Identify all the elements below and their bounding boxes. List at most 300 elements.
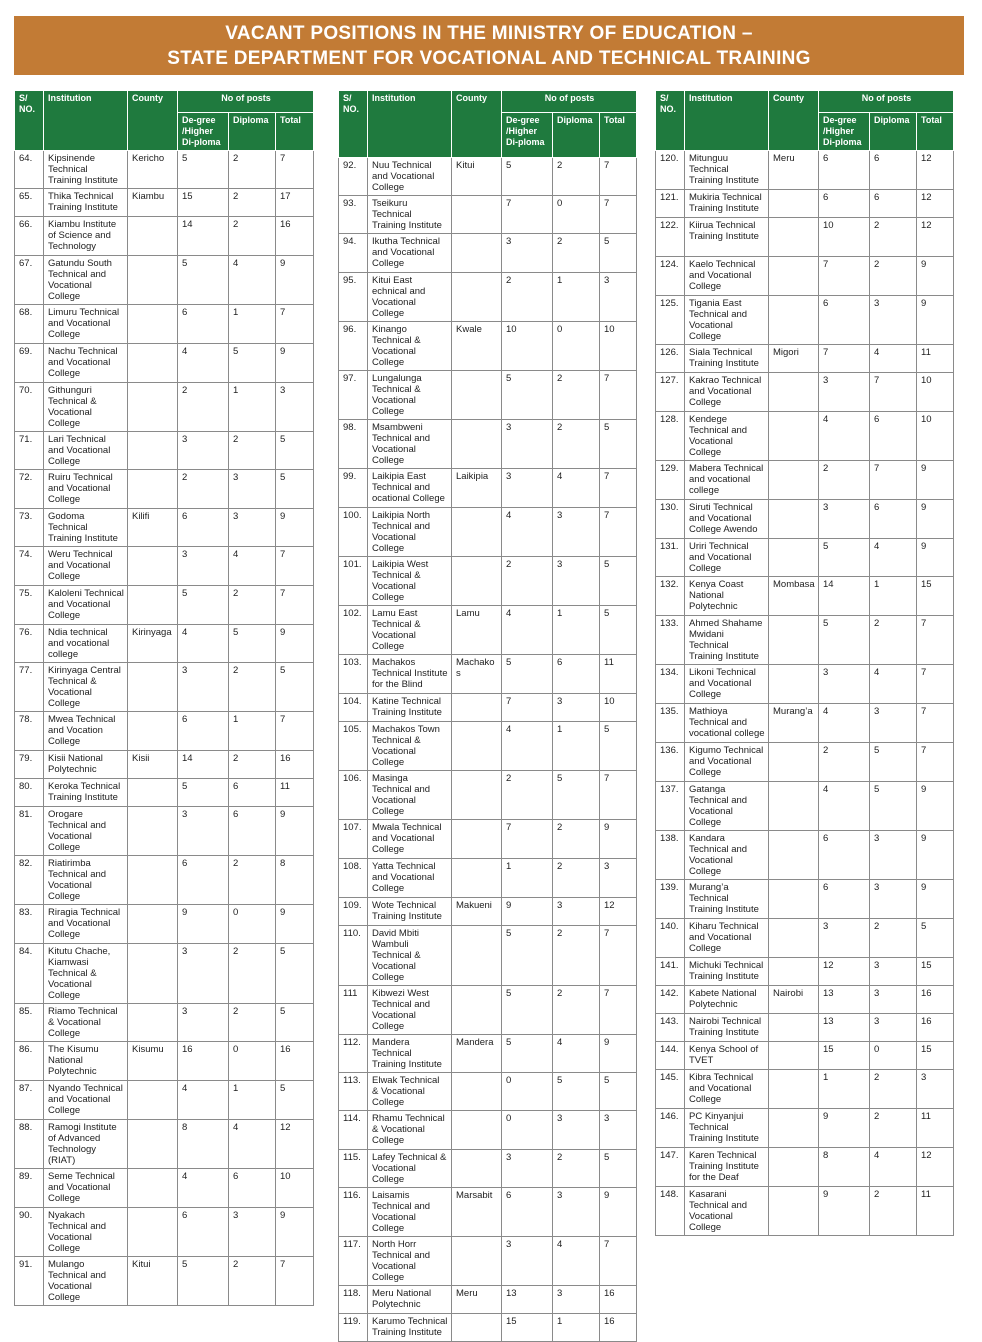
diploma-posts: 2 — [229, 751, 276, 779]
total-posts: 10 — [917, 412, 954, 461]
table-row — [656, 218, 954, 257]
total-posts: 16 — [917, 986, 954, 1014]
row-number: 69. — [15, 344, 44, 383]
total-posts: 16 — [276, 751, 314, 779]
row-number: 100. — [339, 508, 368, 557]
county-name — [769, 782, 819, 831]
table-row — [656, 782, 954, 831]
row-number: 111 — [339, 986, 368, 1035]
header-sno: S/ NO. — [656, 91, 685, 151]
degree-posts: 4 — [502, 508, 553, 557]
table-row — [15, 383, 314, 432]
county-name — [452, 508, 502, 557]
total-posts: 12 — [917, 1148, 954, 1187]
degree-posts: 9 — [819, 1109, 870, 1148]
row-number: 79. — [15, 751, 44, 779]
total-posts: 9 — [276, 905, 314, 944]
degree-posts: 13 — [819, 986, 870, 1014]
total-posts: 12 — [917, 151, 954, 190]
header-degree: De-gree /Higher Di-ploma — [819, 113, 870, 151]
total-posts: 5 — [276, 944, 314, 1004]
row-number: 140. — [656, 919, 685, 958]
county-name — [769, 539, 819, 577]
header-no-of-posts: No of posts — [178, 91, 314, 113]
degree-posts: 5 — [178, 1257, 229, 1306]
table-row — [656, 1042, 954, 1070]
total-posts: 8 — [276, 856, 314, 905]
table-row — [15, 189, 314, 217]
total-posts: 5 — [917, 919, 954, 958]
table-row — [15, 751, 314, 779]
county-name — [769, 665, 819, 704]
total-posts: 3 — [276, 383, 314, 432]
table-row — [15, 1081, 314, 1120]
positions-table — [14, 90, 314, 1306]
degree-posts: 10 — [819, 218, 870, 257]
institution-name: Likoni Technical and Vocational College — [685, 665, 769, 704]
row-number: 89. — [15, 1169, 44, 1208]
total-posts: 11 — [917, 345, 954, 373]
diploma-posts: 6 — [229, 1169, 276, 1208]
degree-posts: 6 — [502, 1188, 553, 1237]
row-number: 96. — [339, 322, 368, 371]
county-name — [769, 616, 819, 665]
institution-name: Rhamu Technical & Vocational College — [368, 1111, 452, 1150]
county-name — [128, 344, 178, 383]
diploma-posts: 1 — [870, 577, 917, 616]
diploma-posts: 5 — [229, 344, 276, 383]
degree-posts: 3 — [178, 432, 229, 470]
institution-name: The Kisumu National Polytechnic — [44, 1042, 128, 1081]
diploma-posts: 2 — [229, 189, 276, 217]
total-posts: 7 — [600, 1237, 637, 1286]
degree-posts: 4 — [819, 704, 870, 743]
diploma-posts: 3 — [229, 509, 276, 547]
institution-name: Kisii National Polytechnic — [44, 751, 128, 779]
diploma-posts: 2 — [553, 859, 600, 898]
degree-posts: 8 — [819, 1148, 870, 1187]
row-number: 126. — [656, 345, 685, 373]
county-name: Mombasa — [769, 577, 819, 616]
total-posts: 5 — [276, 470, 314, 509]
row-number: 116. — [339, 1188, 368, 1237]
table-row — [339, 1314, 637, 1342]
diploma-posts: 5 — [553, 771, 600, 820]
degree-posts: 6 — [178, 509, 229, 547]
row-number: 110. — [339, 926, 368, 986]
institution-name: Ahmed Shahame Mwidani Technical Training Institute — [685, 616, 769, 665]
total-posts: 11 — [917, 1187, 954, 1236]
total-posts: 10 — [917, 373, 954, 412]
table-row — [15, 1120, 314, 1169]
diploma-posts: 1 — [229, 712, 276, 751]
diploma-posts: 2 — [870, 218, 917, 257]
diploma-posts: 0 — [553, 322, 600, 371]
diploma-posts: 2 — [870, 919, 917, 958]
table-row — [656, 461, 954, 500]
row-number: 104. — [339, 694, 368, 722]
total-posts: 7 — [276, 151, 314, 189]
table-row — [656, 412, 954, 461]
degree-posts: 12 — [819, 958, 870, 986]
county-name — [769, 257, 819, 296]
header-diploma: Diploma — [553, 113, 600, 158]
degree-posts: 3 — [502, 420, 553, 469]
row-number: 78. — [15, 712, 44, 751]
total-posts: 7 — [276, 586, 314, 625]
row-number: 122. — [656, 218, 685, 257]
total-posts: 3 — [600, 1111, 637, 1150]
diploma-posts: 2 — [229, 217, 276, 256]
diploma-posts: 3 — [870, 831, 917, 880]
county-name — [769, 500, 819, 539]
table-row — [339, 1111, 637, 1150]
degree-posts: 13 — [819, 1014, 870, 1042]
row-number: 129. — [656, 461, 685, 500]
table-row — [15, 586, 314, 625]
diploma-posts: 2 — [870, 1187, 917, 1236]
county-name — [452, 1073, 502, 1111]
degree-posts: 3 — [178, 807, 229, 856]
positions-table — [655, 90, 954, 1236]
institution-name: Laisamis Technical and Vocational College — [368, 1188, 452, 1237]
degree-posts: 4 — [178, 1169, 229, 1208]
row-number: 64. — [15, 151, 44, 189]
county-name: Meru — [769, 151, 819, 190]
row-number: 107. — [339, 820, 368, 859]
county-name: Kericho — [128, 151, 178, 189]
diploma-posts: 0 — [553, 196, 600, 234]
row-number: 147. — [656, 1148, 685, 1187]
row-number: 108. — [339, 859, 368, 898]
institution-name: Msambweni Technical and Vocational College — [368, 420, 452, 469]
table-row — [339, 557, 637, 606]
row-number: 102. — [339, 606, 368, 655]
table-row — [339, 322, 637, 371]
institution-name: Gatundu South Technical and Vocational College — [44, 256, 128, 305]
diploma-posts: 4 — [553, 469, 600, 508]
degree-posts: 2 — [178, 470, 229, 509]
degree-posts: 15 — [502, 1314, 553, 1342]
institution-name: Kiambu Institute of Science and Technology — [44, 217, 128, 256]
degree-posts: 3 — [819, 665, 870, 704]
total-posts: 9 — [276, 1208, 314, 1257]
row-number: 67. — [15, 256, 44, 305]
degree-posts: 2 — [819, 461, 870, 500]
county-name — [769, 743, 819, 782]
table-row — [656, 665, 954, 704]
header-diploma: Diploma — [870, 113, 917, 151]
total-posts: 5 — [600, 1073, 637, 1111]
degree-posts: 15 — [819, 1042, 870, 1070]
institution-name: Kaloleni Technical and Vocational College — [44, 586, 128, 625]
diploma-posts: 2 — [870, 257, 917, 296]
total-posts: 5 — [600, 606, 637, 655]
institution-name: Kasarani Technical and Vocational College — [685, 1187, 769, 1236]
county-name — [769, 1109, 819, 1148]
header-county: County — [452, 91, 502, 158]
degree-posts: 3 — [178, 944, 229, 1004]
table-row — [339, 722, 637, 771]
diploma-posts: 2 — [229, 151, 276, 189]
table-row — [339, 273, 637, 322]
positions-table — [338, 90, 637, 1342]
total-posts: 7 — [600, 926, 637, 986]
degree-posts: 6 — [819, 190, 870, 218]
diploma-posts: 3 — [553, 694, 600, 722]
institution-name: Kigumo Technical and Vocational College — [685, 743, 769, 782]
table-row — [339, 420, 637, 469]
county-name — [452, 722, 502, 771]
institution-name: Kipsinende Technical Training Institute — [44, 151, 128, 189]
row-number: 113. — [339, 1073, 368, 1111]
county-name: Kitui — [452, 158, 502, 196]
diploma-posts: 0 — [229, 1042, 276, 1081]
table-row — [15, 856, 314, 905]
diploma-posts: 2 — [870, 1109, 917, 1148]
row-number: 115. — [339, 1150, 368, 1188]
header-total: Total — [917, 113, 954, 151]
diploma-posts: 6 — [229, 807, 276, 856]
institution-name: Michuki Technical Training Institute — [685, 958, 769, 986]
table-row — [339, 158, 637, 196]
county-name — [452, 859, 502, 898]
table-row — [339, 898, 637, 926]
diploma-posts: 1 — [553, 722, 600, 771]
header-degree: De-gree /Higher Di-ploma — [178, 113, 229, 151]
degree-posts: 6 — [178, 712, 229, 751]
degree-posts: 4 — [819, 412, 870, 461]
header-institution: Institution — [44, 91, 128, 151]
county-name — [769, 1187, 819, 1236]
table-row — [656, 1014, 954, 1042]
institution-name: Mwala Technical and Vocational College — [368, 820, 452, 859]
county-name: Kitui — [128, 1257, 178, 1306]
county-name — [769, 218, 819, 257]
degree-posts: 16 — [178, 1042, 229, 1081]
degree-posts: 4 — [178, 625, 229, 663]
total-posts: 16 — [276, 1042, 314, 1081]
county-name: Murang’a — [769, 704, 819, 743]
degree-posts: 3 — [502, 234, 553, 273]
table-row — [339, 694, 637, 722]
degree-posts: 10 — [502, 322, 553, 371]
degree-posts: 7 — [502, 196, 553, 234]
row-number: 136. — [656, 743, 685, 782]
degree-posts: 3 — [819, 373, 870, 412]
row-number: 82. — [15, 856, 44, 905]
header-total: Total — [600, 113, 637, 158]
diploma-posts: 4 — [870, 539, 917, 577]
degree-posts: 2 — [502, 273, 553, 322]
institution-name: Githunguri Technical & Vocational College — [44, 383, 128, 432]
row-number: 146. — [656, 1109, 685, 1148]
county-name — [769, 1148, 819, 1187]
county-name: Machakos — [452, 655, 502, 694]
table-row — [15, 217, 314, 256]
table-row — [656, 151, 954, 190]
row-number: 93. — [339, 196, 368, 234]
diploma-posts: 2 — [553, 234, 600, 273]
degree-posts: 5 — [502, 926, 553, 986]
degree-posts: 2 — [178, 383, 229, 432]
row-number: 128. — [656, 412, 685, 461]
row-number: 143. — [656, 1014, 685, 1042]
vacancy-table-3 — [655, 90, 954, 1236]
institution-name: Nachu Technical and Vocational College — [44, 344, 128, 383]
total-posts: 17 — [276, 189, 314, 217]
row-number: 73. — [15, 509, 44, 547]
table-row — [339, 926, 637, 986]
county-name — [769, 1014, 819, 1042]
row-number: 91. — [15, 1257, 44, 1306]
county-name — [769, 880, 819, 919]
degree-posts: 9 — [819, 1187, 870, 1236]
institution-name: Kakrao Technical and Vocational College — [685, 373, 769, 412]
total-posts: 11 — [917, 1109, 954, 1148]
diploma-posts: 2 — [229, 1257, 276, 1306]
table-row — [339, 469, 637, 508]
row-number: 117. — [339, 1237, 368, 1286]
table-row — [656, 373, 954, 412]
diploma-posts: 3 — [870, 296, 917, 345]
degree-posts: 1 — [819, 1070, 870, 1109]
diploma-posts: 5 — [553, 1073, 600, 1111]
institution-name: Limuru Technical and Vocational College — [44, 305, 128, 344]
diploma-posts: 0 — [229, 905, 276, 944]
header-degree: De-gree /Higher Di-ploma — [502, 113, 553, 158]
county-name — [452, 694, 502, 722]
diploma-posts: 1 — [553, 273, 600, 322]
total-posts: 9 — [917, 880, 954, 919]
degree-posts: 5 — [502, 655, 553, 694]
row-number: 74. — [15, 547, 44, 586]
degree-posts: 14 — [819, 577, 870, 616]
diploma-posts: 2 — [553, 420, 600, 469]
diploma-posts: 2 — [229, 663, 276, 712]
header-institution: Institution — [368, 91, 452, 158]
diploma-posts: 1 — [553, 606, 600, 655]
diploma-posts: 6 — [553, 655, 600, 694]
row-number: 95. — [339, 273, 368, 322]
county-name — [128, 1169, 178, 1208]
county-name — [452, 234, 502, 273]
total-posts: 7 — [600, 158, 637, 196]
institution-name: Ruiru Technical and Vocational College — [44, 470, 128, 509]
degree-posts: 6 — [819, 831, 870, 880]
title-line-1: VACANT POSITIONS IN THE MINISTRY OF EDUCATION – — [225, 23, 753, 44]
county-name — [452, 1111, 502, 1150]
total-posts: 5 — [600, 557, 637, 606]
institution-name: Lungalunga Technical & Vocational College — [368, 371, 452, 420]
table-row — [656, 743, 954, 782]
county-name — [128, 944, 178, 1004]
total-posts: 7 — [600, 986, 637, 1035]
degree-posts: 5 — [502, 1035, 553, 1073]
total-posts: 7 — [600, 371, 637, 420]
table-row — [339, 606, 637, 655]
diploma-posts: 2 — [229, 944, 276, 1004]
institution-name: Kiirua Technical Training Institute — [685, 218, 769, 257]
degree-posts: 0 — [502, 1073, 553, 1111]
row-number: 103. — [339, 655, 368, 694]
degree-posts: 5 — [819, 616, 870, 665]
institution-name: Nairobi Technical Training Institute — [685, 1014, 769, 1042]
diploma-posts: 2 — [229, 432, 276, 470]
degree-posts: 4 — [502, 606, 553, 655]
degree-posts: 3 — [819, 500, 870, 539]
county-name — [452, 196, 502, 234]
degree-posts: 7 — [502, 694, 553, 722]
county-name — [452, 986, 502, 1035]
diploma-posts: 2 — [553, 820, 600, 859]
row-number: 83. — [15, 905, 44, 944]
total-posts: 15 — [917, 1042, 954, 1070]
institution-name: Siala Technical Training Institute — [685, 345, 769, 373]
table-row — [339, 771, 637, 820]
county-name — [452, 1314, 502, 1342]
degree-posts: 5 — [502, 986, 553, 1035]
institution-name: Mitunguu Technical Training Institute — [685, 151, 769, 190]
degree-posts: 13 — [502, 1286, 553, 1314]
row-number: 121. — [656, 190, 685, 218]
total-posts: 12 — [917, 218, 954, 257]
county-name — [128, 432, 178, 470]
row-number: 76. — [15, 625, 44, 663]
degree-posts: 6 — [178, 1208, 229, 1257]
row-number: 119. — [339, 1314, 368, 1342]
county-name — [769, 373, 819, 412]
county-name — [452, 771, 502, 820]
degree-posts: 7 — [819, 345, 870, 373]
total-posts: 5 — [276, 1004, 314, 1042]
institution-name: Tseikuru Technical Training Institute — [368, 196, 452, 234]
table-row — [339, 655, 637, 694]
county-name — [769, 1070, 819, 1109]
institution-name: Kendege Technical and Vocational College — [685, 412, 769, 461]
degree-posts: 3 — [178, 1004, 229, 1042]
institution-name: Riamo Technical & Vocational College — [44, 1004, 128, 1042]
total-posts: 9 — [276, 807, 314, 856]
institution-name: Keroka Technical Training Institute — [44, 779, 128, 807]
county-name — [128, 807, 178, 856]
county-name: Kwale — [452, 322, 502, 371]
total-posts: 15 — [917, 577, 954, 616]
degree-posts: 5 — [178, 256, 229, 305]
row-number: 90. — [15, 1208, 44, 1257]
diploma-posts: 2 — [553, 158, 600, 196]
county-name: Laikipia — [452, 469, 502, 508]
total-posts: 7 — [917, 743, 954, 782]
degree-posts: 1 — [502, 859, 553, 898]
table-row — [15, 944, 314, 1004]
table-row — [15, 151, 314, 189]
degree-posts: 5 — [819, 539, 870, 577]
county-name — [128, 383, 178, 432]
header-no-of-posts: No of posts — [819, 91, 954, 113]
table-row — [339, 1237, 637, 1286]
diploma-posts: 5 — [229, 625, 276, 663]
table-row — [15, 432, 314, 470]
degree-posts: 4 — [819, 782, 870, 831]
institution-name: Karumo Technical Training Institute — [368, 1314, 452, 1342]
total-posts: 9 — [276, 344, 314, 383]
institution-name: Thika Technical Training Institute — [44, 189, 128, 217]
degree-posts: 7 — [819, 257, 870, 296]
institution-name: Kaelo Technical and Vocational College — [685, 257, 769, 296]
table-row — [339, 820, 637, 859]
row-number: 92. — [339, 158, 368, 196]
